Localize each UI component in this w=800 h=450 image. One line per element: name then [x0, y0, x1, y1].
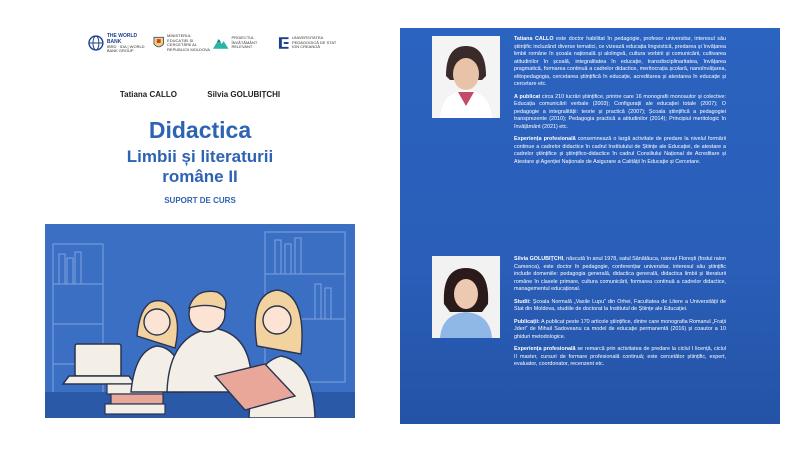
bio1-para-3 — [514, 136, 726, 166]
coat-of-arms-icon — [153, 36, 164, 50]
bio1-text-1: este doctor habilitat în pedagogie, profesor universitar, interesul său științific incluzând diverse tematici, ce vizează educația lingvistică, predarea și învățarea limbii române în școala națională și alolingvă, cultura vorbirii și comunicării, cultivarea atitudinilor în școală, integralitatea în educație, transdisciplinaritatea, învățarea pragmatică, formarea continuă a cadrelor didactice, meritocrația școlară, nanoînvățarea, elitopedagogia, cercetarea științifică în educație, acreditarea și atestarea în educație și cercetare etc. — [514, 36, 726, 87]
course-support-label: SUPORT DE CURS — [164, 196, 236, 205]
author-photo-2 — [432, 256, 500, 338]
bio1-lead-3: Experiența profesională — [514, 136, 576, 142]
bio2-para-4 — [514, 346, 726, 369]
globe-icon — [88, 35, 104, 51]
world-bank-logo — [88, 33, 153, 54]
bio2-name: Silvia GOLUBIȚCHI — [514, 256, 564, 262]
bio2-lead-2: Studii: — [514, 298, 531, 305]
bio2-text-4: se remarcă prin activitatea de predare la ciclul I licență, ciclul II master, cursuri de formare profesională continuă; este cercetător științific, expert, evaluator, coordonator, recenzent etc. — [514, 346, 726, 367]
bio1-text-2: circa 210 lucrări științifice, printre care 16 monografii monoautor și colective: Educația comunicării verbale (2003); Configurații ale educației totale (2007); O pedagogie a integralității: teorie și practică (2007); Școala științifică a pedagogiei transprezente (2010); Pedagogia practică a atitudinilor (2014); Principiul meritologic în învățământ (2021) etc. — [514, 93, 726, 130]
subtitle-line-1: Limbii și literaturii — [126, 147, 274, 166]
university-name: UNIVERSITATEA PEDAGOGICĂ DE STAT ION CREANGĂ — [291, 35, 337, 50]
ministry-logo — [153, 34, 213, 52]
bio2-text-1: , născută în anul 1978, satul Sănătăuca, raionul Florești (fostul raion Camenca), este doctor în pedagogie, conferențiar universitar, interesul său științific include domeniile: pedagogia generală, didactica generală, didactica limbii și literaturii române în clasele primare, cultura comunicării, formarea continuă a cadrelor didactice, managementul educațional. — [514, 256, 726, 292]
book-title: Didactica — [148, 117, 252, 143]
portrait-tatiana — [432, 36, 500, 118]
author-bio-1 — [514, 36, 726, 171]
bio1-text-3: consemnează o largă activitate de predare la nivelul formării continue a cadrelor didactice în cadrul Institutului de Științe ale Educației, de atestare a cadrelor științifice și științifico-didactice în cadrul Consiliului Național de Acreditare și Atestare și Agenției Naționale de Asigurare a Calității în Educație și Cercetare. — [514, 136, 726, 165]
author-photo-1 — [432, 36, 500, 118]
bio2-lead-4: Experiența profesională — [514, 346, 576, 352]
university-logo — [278, 36, 338, 50]
back-cover — [400, 28, 780, 424]
bio1-para-2 — [514, 94, 726, 132]
project-logo — [213, 36, 277, 50]
author-bio-2 — [514, 256, 726, 374]
university-emblem-icon — [278, 36, 289, 50]
book-subtitle — [0, 147, 400, 187]
students-illustration — [45, 224, 355, 418]
wb-name: THE WORLD BANK — [106, 32, 138, 45]
bio1-name: Tatiana CALLO — [514, 36, 554, 42]
authors — [0, 90, 400, 99]
author-1: Tatiana CALLO — [119, 90, 178, 99]
logo-strip — [88, 30, 338, 56]
wb-sub: IBRD · IDA | WORLD BANK GROUP — [106, 43, 145, 53]
bio2-para-3 — [514, 319, 726, 342]
author-2: Silvia GOLUBIȚCHI — [207, 90, 281, 99]
bio2-text-3: A publicat peste 170 articole științifice, dintre care monografia Romanul „Frații Jderi” de Mihail Sadoveanu ca model de educație permanentă (2016) și coautor a 10 ghiduri metodologice. — [514, 318, 726, 340]
bio2-para-1 — [514, 256, 726, 294]
bio1-para-1 — [514, 36, 726, 89]
bio1-lead-2: A publicat — [514, 93, 541, 100]
bio2-lead-3: Publicații: — [514, 318, 540, 325]
bio2-text-2: Școala Normală „Vasile Lupu” din Orhei, Facultatea de Litere a Universității de Stat din Moldova, studiile de doctorat la Institutul de Științe ale Educației. — [514, 298, 726, 312]
mountain-icon — [213, 36, 228, 50]
ministry-name: MINISTERUL EDUCAȚIEI ȘI CERCETĂRII AL REPUBLICII MOLDOVA — [167, 33, 211, 52]
portrait-silvia — [432, 256, 500, 338]
subtitle-line-2: române II — [162, 167, 238, 186]
bio2-para-2 — [514, 299, 726, 314]
project-name: PROIECTUL ÎNVĂȚĂMÂNT RELEVANT — [231, 35, 258, 50]
